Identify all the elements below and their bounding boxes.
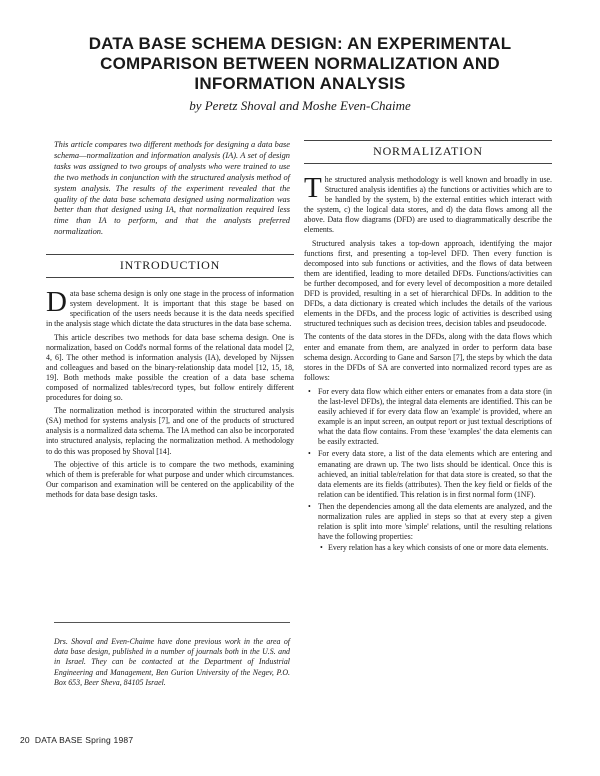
page-number: 20	[20, 735, 30, 745]
introduction-heading: INTRODUCTION	[46, 254, 294, 278]
page-footer	[20, 735, 138, 745]
publication-name: DATA BASE Spring 1987	[34, 735, 134, 745]
introduction-paragraph-2: This article describes two methods for data base schema design. One is normalization, based on Codd's normal forms of the relational data model [2, 4, 6]. The other method is information analysis (IA), developed by Nijssen and colleagues and based on the binary-relationship data model [12, 15, 18, 19]. Both methods make possible the creation of a data base schema composed of normalized tables/record types, but follow entirely different procedures for doing so.	[46, 332, 294, 403]
abstract: This article compares two different methods for designing a data base schema—normalization and information analysis (IA). A set of design tasks was assigned to two groups of analysts who were trained to use the two methods in conjunction with the structured analysis method of system analysis. The results of the experiment revealed that the quality of the data base schemata designed using normalization was better than that designed using IA, that normalization required less time than IA to perform, and that the analysts preferred normalization.	[54, 140, 290, 237]
dropcap-d: D	[46, 286, 67, 319]
normalization-properties-list	[318, 543, 552, 553]
normalization-heading: NORMALIZATION	[304, 140, 552, 164]
list-item: • Then the dependencies among all the data elements are analyzed, and the normalization rules are applied in steps so that at every step a given relation is split into more 'simple' relations, until the resulting relations have the following properties: • Every relation has a key which consists of one or more data elements.	[318, 502, 552, 553]
introduction-paragraph-4: The objective of this article is to compare the two methods, examining which of them is preferable for what purpose and under which circumstances. Our comparison and examination will be centered on the applicability of the methods for data base design tasks.	[46, 459, 294, 499]
normalization-paragraph-1: The structured analysis methodology is well known and broadly in use. Structured analysis identifies a) the functions or activities which are to be handled by the system, b) the external entities which interact with the system, c) the logical data stores, and d) the data flows among all the above. Data flow diagrams (DFD) are used to diagrammatically describe the elements.	[304, 172, 552, 235]
author-footnote: Drs. Shoval and Even-Chaime have done previous work in the area of data base design, published in a number of journals both in the U.S. and in Israel. They can be contacted at the Department of Industrial Engineering and Management, Ben Gurion University of the Negev, P.O. Box 653, Beer Sheva, 84105 Israel.	[54, 622, 290, 688]
dropcap-t: T	[304, 172, 322, 204]
byline: by Peretz Shoval and Moshe Even-Chaime	[189, 98, 411, 113]
introduction-paragraph-1: Data base schema design is only one stage in the process of information system development. It is important that this stage be based on specification of the users needs because it is the data needs specified in the analysis stage which dictate the data structures in the data base schema.	[46, 286, 294, 329]
right-column	[304, 140, 552, 555]
normalization-paragraph-2: Structured analysis takes a top-down approach, identifying the major functions first, and presenting a top-level DFD. Then every function is decomposed into sub functions or activities, and the flows of data between them are identified, leading to more detailed DFDs. Functions/activities can be further decomposed, and for every level of decomposition a more detailed DFD is provided, resulting in a set of hierarchical DFDs. In addition to the DFDs, a data dictionary is created which includes the details of the various elements in the DFDs, and the process logic of activities is described using structured techniques such as decision trees, decision tables and pseudocode.	[304, 238, 552, 329]
normalization-paragraph-3: The contents of the data stores in the DFDs, along with the data flows which enter and emanate from them, are analyzed in order to perform data base schema design. According to Gane and Sarson [7], the steps by which the data stores in the DFDs of SA are converted into normalized record types are as follows:	[304, 332, 552, 382]
list-item: • Every relation has a key which consists of one or more data elements.	[328, 543, 552, 553]
left-column	[46, 140, 294, 503]
list-item: • For every data store, a list of the data elements which are entering and emanating are drawn up. The two lists should be identical. Once this is achieved, an initial table/relation for that data store is created, so that the data elements are its fields (attributes). Then the key field or fields of the relation can be identified. This relation is in first normal form (1NF).	[318, 449, 552, 499]
list-item: • For every data flow which either enters or emanates from a data store (in the last-level DFDs), the integral data elements are identified. This can be easily achieved if for every data flow an 'example' is provided, where an example is an input screen, an output report or just textual descriptions of what the data flow contains. From these 'examples' the data elements can be easily extracted.	[318, 387, 552, 448]
introduction-paragraph-3: The normalization method is incorporated within the structured analysis (SA) method for systems analysis [7], and one of the products of structured analysis is a normalized data schema. The IA method can also be incorporated into structured analysis, replacing the normalization method. A methodology to do this was proposed by Shoval [14].	[46, 406, 294, 456]
article-title: DATA BASE SCHEMA DESIGN: AN EXPERIMENTAL COMPARISON BETWEEN NORMALIZATION AND INFORMATION ANALYSIS	[88, 34, 512, 93]
normalization-steps-list	[304, 387, 552, 554]
